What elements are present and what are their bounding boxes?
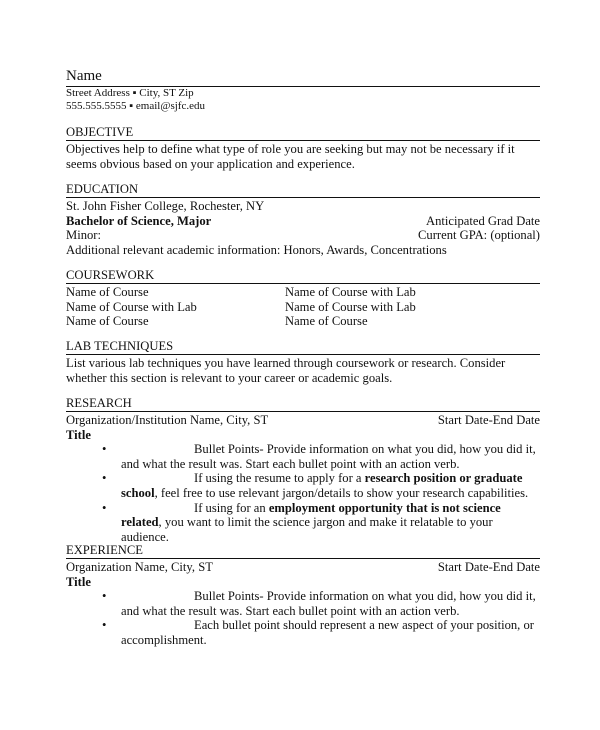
bold-text: employment opportunity that is not science related xyxy=(121,500,501,530)
bullet-item: • Each bullet point should represent a new aspect of your position, or accomplishment. xyxy=(66,618,540,647)
course: Name of Course xyxy=(285,314,368,329)
name: Name xyxy=(66,68,540,87)
bullet-item: • Bullet Points- Provide information on what you did, how you did it, and what the result was. Start each bullet point with an action verb. xyxy=(66,589,540,618)
course: Name of Course xyxy=(66,314,149,329)
address: Street Address ▪ City, ST Zip xyxy=(66,87,194,99)
section-heading: RESEARCH xyxy=(66,396,540,412)
header-section xyxy=(66,68,540,113)
grad-date: Anticipated Grad Date xyxy=(426,213,540,228)
organization: Organization/Institution Name, City, ST xyxy=(66,413,269,427)
bold-text: research position or graduate school xyxy=(121,471,523,500)
objective-section xyxy=(66,125,540,171)
additional-info: Additional relevant academic information: Honors, Awards, Concentrations xyxy=(66,242,447,257)
section-heading: EXPERIENCE xyxy=(66,543,540,559)
text: If using the resume to apply for a xyxy=(194,471,365,486)
minor: Minor: xyxy=(66,228,101,243)
school: St. John Fisher College, Rochester, NY xyxy=(66,199,265,213)
section-heading: LAB TECHNIQUES xyxy=(66,339,540,355)
section-heading: OBJECTIVE xyxy=(66,125,540,141)
research-section xyxy=(66,396,540,544)
bullet-item xyxy=(66,501,540,545)
dates: Start Date-End Date xyxy=(437,413,540,427)
section-heading: COURSEWORK xyxy=(66,268,540,284)
organization: Organization Name, City, ST xyxy=(66,560,213,574)
text: If using for an xyxy=(194,500,269,515)
contact: 555.555.5555 ▪ email@sjfc.edu xyxy=(66,100,205,112)
education-section xyxy=(66,182,540,257)
section-heading: EDUCATION xyxy=(66,182,540,198)
title: Title xyxy=(66,427,91,442)
gpa: Current GPA: (optional) xyxy=(418,228,540,243)
dates: Start Date-End Date xyxy=(437,560,540,574)
course: Name of Course with Lab xyxy=(285,299,416,314)
course: Name of Course with Lab xyxy=(66,299,197,314)
degree: Bachelor of Science, Major xyxy=(66,213,212,228)
bullet-item: • Bullet Points- Provide information on what you did, how you did it, and what the result was. Start each bullet point with an action verb. xyxy=(66,442,540,471)
course: Name of Course xyxy=(66,285,149,299)
experience-section xyxy=(66,543,540,648)
course: Name of Course with Lab xyxy=(285,285,416,299)
lab-section xyxy=(66,339,540,385)
objective-text: Objectives help to define what type of role you are seeking but may not be necessary if it seems obvious based on your application and experience. xyxy=(66,142,515,171)
lab-text: List various lab techniques you have learned through coursework or research. Consider whether this section is relevant to your career or academic goals. xyxy=(66,356,506,385)
title: Title xyxy=(66,574,91,589)
coursework-section xyxy=(66,268,540,329)
text: , feel free to use relevant jargon/details to show your research capabilities. xyxy=(154,485,529,500)
text: , you want to limit the science jargon and make it relatable to your audience. xyxy=(121,515,493,544)
bullet-item xyxy=(66,471,540,500)
